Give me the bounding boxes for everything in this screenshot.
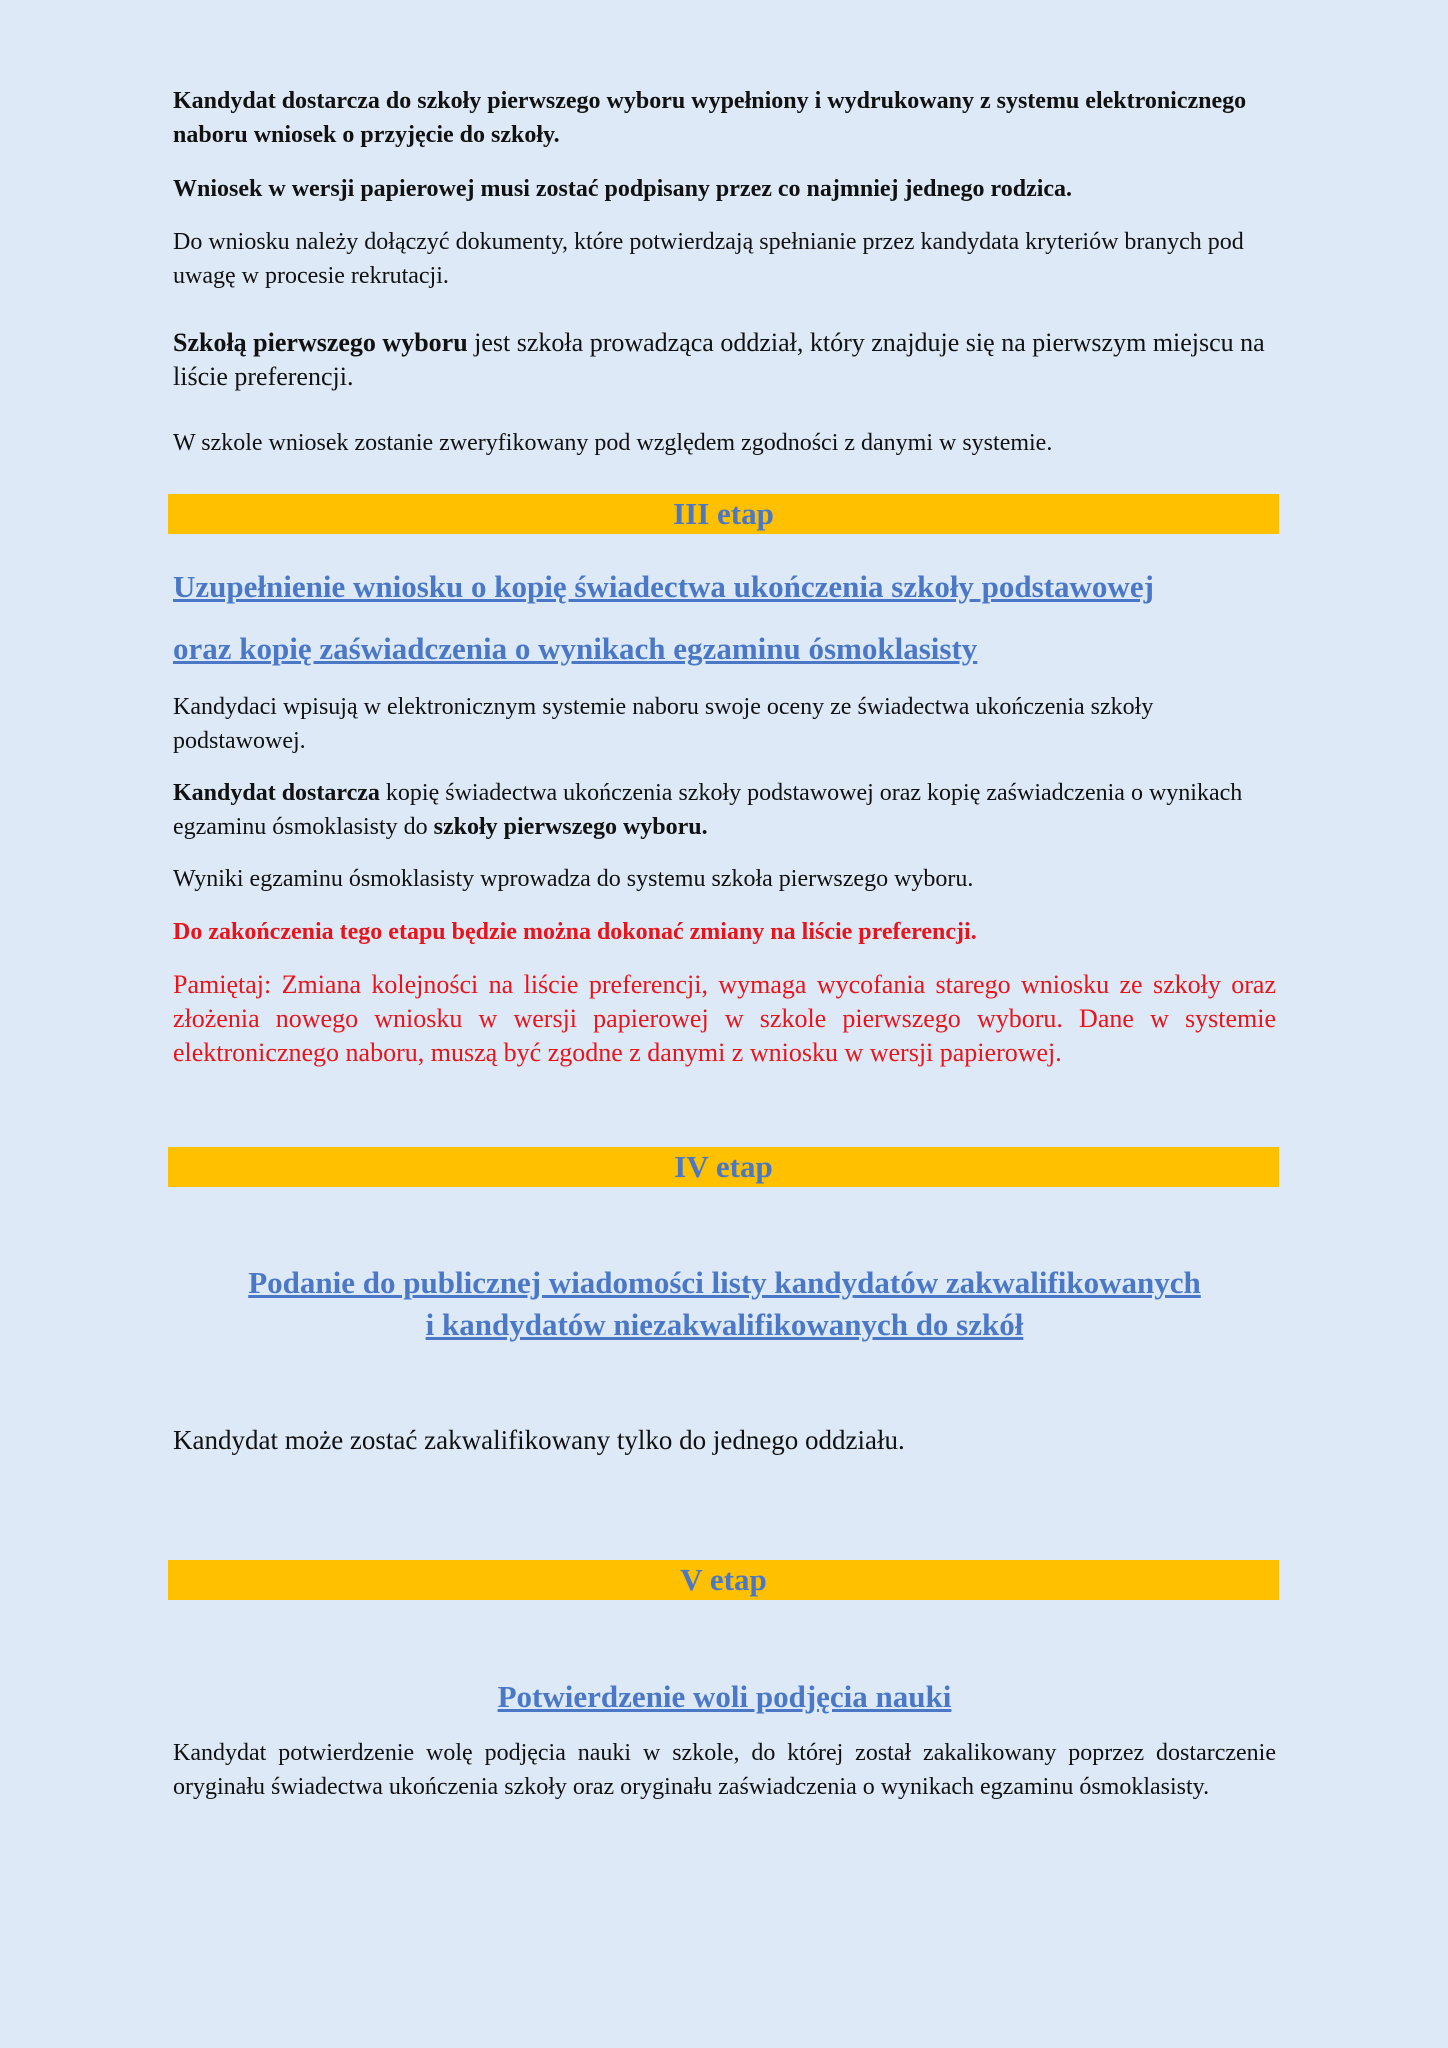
stage-4-paragraph-qualification: Kandydat może zostać zakwalifikowany tylko do jednego oddziału.	[173, 1425, 905, 1455]
stage-3-paragraph-grades: Kandydaci wpisują w elektronicznym systemie naboru swoje oceny ze świadectwa ukończenia szkoły podstawowej.	[173, 694, 1154, 754]
first-choice-school-term: szkoły pierwszego wyboru.	[433, 814, 708, 840]
stage-5-paragraph-confirmation: Kandydat potwierdzenie wolę podjęcia nauki w szkole, do której został zakalikowany poprzez dostarczenie oryginału świadectwa ukończenia szkoły oraz oryginału zaświadczenia o wynikach egzaminu ósmoklasisty.	[173, 1740, 1276, 1800]
stage-5-heading: Potwierdzenie woli podjęcia nauki	[497, 1679, 952, 1714]
candidate-delivers-term: Kandydat dostarcza	[173, 780, 380, 806]
intro-paragraph-documents: Do wniosku należy dołączyć dokumenty, które potwierdzają spełnianie przez kandydata kryteriów branych pod uwagę w procesie rekrutacji.	[173, 229, 1244, 289]
stage-3-paragraph-deadline-note: Do zakończenia tego etapu będzie można dokonać zmiany na liście preferencji.	[173, 919, 977, 945]
stage-3-heading-line-1: Uzupełnienie wniosku o kopię świadectwa ukończenia szkoły podstawowej	[173, 569, 1154, 604]
stage-3-paragraph-reminder: Pamiętaj: Zmiana kolejności na liście preferencji, wymaga wycofania starego wniosku ze szkoły oraz złożenia nowego wniosku w wersji papierowej w szkole pierwszego wyboru. Dane w systemie elektronicznego naboru, muszą być zgodne z danymi z wniosku w wersji papierowej.	[173, 970, 1276, 1067]
stage-3-paragraph-results: Wyniki egzaminu ósmoklasisty wprowadza do systemu szkoła pierwszego wyboru.	[173, 866, 974, 892]
first-choice-definition: jest szkoła prowadząca oddział, który znajduje się na pierwszym miejscu na liście preferencji.	[173, 328, 1265, 391]
stage-4-heading	[173, 1262, 1276, 1346]
stage-4-banner: IV etap	[168, 1147, 1279, 1187]
intro-paragraph-first-choice	[173, 326, 1276, 394]
intro-paragraph-submission: Kandydat dostarcza do szkoły pierwszego wyboru wypełniony i wydrukowany z systemu elektronicznego naboru wniosek o przyjęcie do szkoły.	[173, 88, 1247, 148]
copies-description: kopię świadectwa ukończenia szkoły podstawowej oraz kopię zaświadczenia o wynikach egzaminu ósmoklasisty do	[173, 780, 1243, 840]
stage-3-paragraph-copies	[173, 776, 1276, 844]
intro-paragraph-signature: Wniosek w wersji papierowej musi zostać podpisany przez co najmniej jednego rodzica.	[173, 176, 1073, 202]
intro-paragraph-verification: W szkole wniosek zostanie zweryfikowany pod względem zgodności z danymi w systemie.	[173, 430, 1053, 456]
first-choice-term: Szkołą pierwszego wyboru	[173, 328, 468, 357]
stage-4-heading-line-1: Podanie do publicznej wiadomości listy kandydatów zakwalifikowanych	[248, 1265, 1201, 1300]
stage-3-heading-line-2: oraz kopię zaświadczenia o wynikach egzaminu ósmoklasisty	[173, 631, 978, 666]
stage-4-heading-line-2: i kandydatów niezakwalifikowanych do szkół	[425, 1307, 1024, 1342]
stage-3-banner: III etap	[168, 494, 1279, 534]
stage-5-banner: V etap	[168, 1560, 1279, 1600]
